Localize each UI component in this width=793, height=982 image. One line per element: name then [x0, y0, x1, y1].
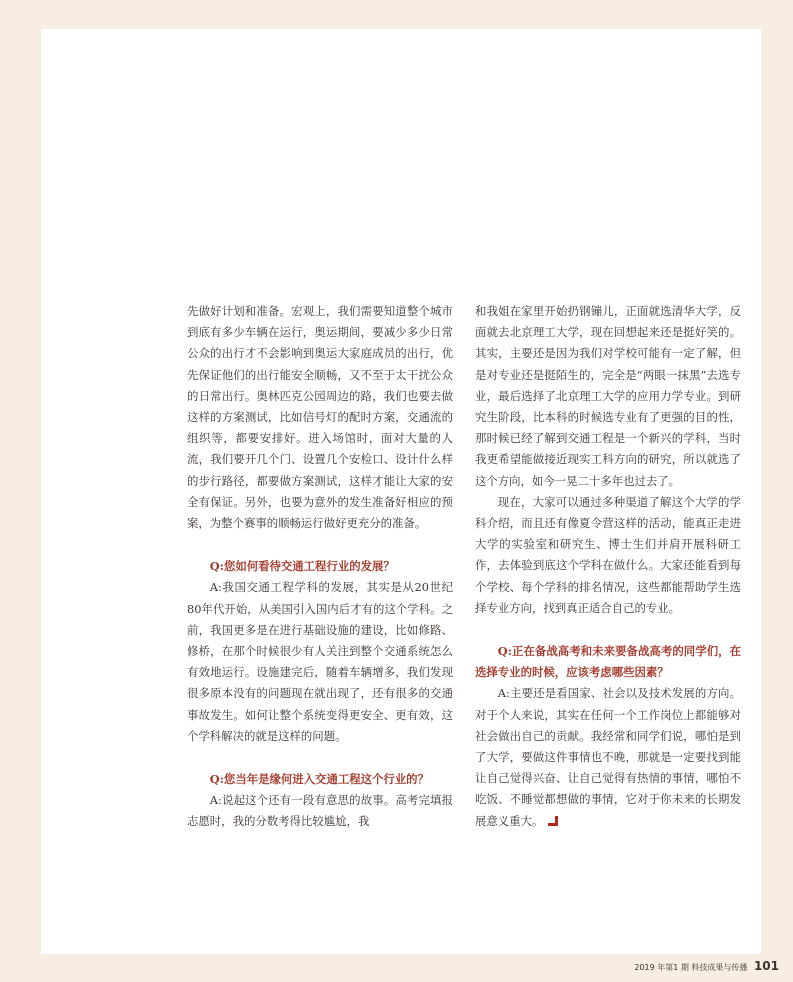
right-column [475, 301, 741, 832]
answer-paragraph: A:我国交通工程学科的发展，其实是从20世纪80年代开始，从美国引入国内后才有的这个学科。之前，我国更多是在进行基础设施的建设，比如修路、修桥，在那个时候很少有人关注到整个交通系统怎么有效地运行。设施建完后，随着车辆增多，我们发现很多原本没有的问题现在就出现了，还有很多的交通事故发生。如何让整个系统变得更安全、更有效，这个学科解决的就是这样的问题。 [187, 580, 453, 743]
question-heading: Q:您当年是缘何进入交通工程这个行业的？ [209, 772, 429, 787]
page-number: 101 [753, 959, 779, 973]
paragraph: 先做好计划和准备。宏观上，我们需要知道整个城市到底有多少车辆在运行，奥运期间，要减少多少日常公众的出行才不会影响到奥运大家庭成员的出行，优先保证他们的出行能安全顺畅，又不至于太干扰公众的日常出行。奥林匹克公园周边的路，我们也要去做这样的方案测试，比如信号灯的配时方案，交通流的组织等，都要安排好。进入场馆时，面对大量的人流，我们要开几个门、设置几个安检口、设计什么样的步行路径，都要做方案测试，这样才能让大家的安全有保证。另外，也要为意外的发生准备好相应的预案，为整个赛事的顺畅运行做好更充分的准备。 [187, 304, 453, 531]
page-footer [41, 959, 779, 973]
question-heading: Q:正在备战高考和未来要备战高考的同学们，在选择专业的时候，应该考虑哪些因素？ [475, 644, 741, 680]
left-column [187, 301, 453, 833]
page-sheet [41, 29, 779, 973]
question-heading: Q:您如何看待交通工程行业的发展？ [209, 559, 395, 574]
paragraph: 和我姐在家里开始扔钢镚儿，正面就选清华大学，反面就去北京理工大学，现在回想起来还是挺好笑的。其实，主要还是因为我们对学校可能有一定了解，但是对专业还是挺陌生的，完全是“两眼一抹黑”去选专业，最后选择了北京理工大学的应用力学专业。到研究生阶段，比本科的时候选专业有了更强的目的性，那时候已经了解到交通工程是一个新兴的学科，当时我更希望能做接近现实工科方向的研究，所以就选了这个方向，如今一晃二十多年也过去了。 [475, 304, 741, 488]
end-mark-icon [548, 816, 558, 826]
answer-paragraph [475, 683, 741, 831]
answer-text: A:主要还是看国家、社会以及技术发展的方向。对于个人来说，其实在任何一个工作岗位上都能够对社会做出自己的贡献。我经常和同学们说，哪怕是到了大学，要做这件事情也不晚，那就是一定要找到能让自己觉得兴奋、让自己觉得有热情的事情，哪怕不吃饭、不睡觉都想做的事情，它对于你未来的长期发展意义重大。 [475, 686, 741, 828]
paragraph: 现在，大家可以通过多种渠道了解这个大学的学科介绍，而且还有像夏令营这样的活动，能真正走进大学的实验室和研究生、博士生们并肩开展科研工作，去体验到底这个学科在做什么。大家还能看到每个学校、每个学科的排名情况，这些都能帮助学生选择专业方向，找到真正适合自己的专业。 [475, 494, 741, 615]
issue-info: 2019 年第1 期 科技成果与传播 [634, 963, 748, 972]
answer-paragraph: A:说起这个还有一段有意思的故事。高考完填报志愿时，我的分数考得比较尴尬，我 [187, 793, 453, 829]
